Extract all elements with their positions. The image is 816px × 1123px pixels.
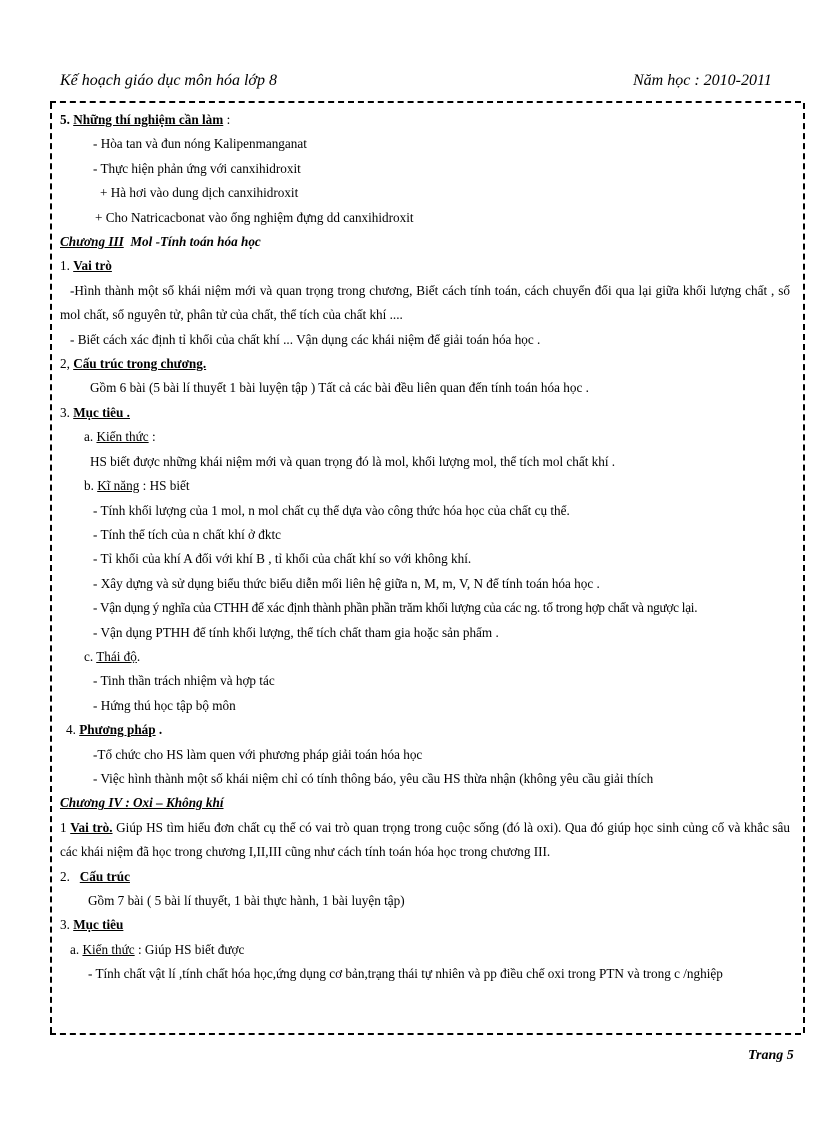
header-left: Kế hoạch giáo dục môn hóa lớp 8 — [60, 72, 277, 89]
subheading-knowledge: a. Kiến thức : — [84, 429, 156, 445]
ch3-structure-heading: 2, Cấu trúc trong chương. — [60, 356, 207, 372]
paragraph: Gồm 7 bài ( 5 bài lí thuyết, 1 bài thực hành, 1 bài luyện tập) — [88, 893, 405, 908]
chapter-3-title: Chương III — [60, 234, 124, 250]
paragraph: -Hình thành một số khái niệm mới và quan trọng trong chương, Biết cách tính toán, cách chuyển đổi qua lại giữa khối lượng chất , số mol chất, số nguyên tử, phân tử của chất, thể tích của chất khí .... — [60, 282, 790, 323]
list-item: - Vận dụng PTHH để tính khối lượng, thể tích chất tham gia hoặc sản phẩm . — [93, 624, 499, 640]
ch4-role-paragraph: 1 Vai trò. Giúp HS tìm hiểu đơn chất cụ thể có vai trò quan trọng trong cuộc sống (đó là oxi). Qua đó giúp học sinh củng cố và khắc sâu các khái niệm đã học trong chương I,II,III cũng như cách tính toán hóa học trong chương III. — [60, 819, 790, 860]
list-item: - Tính chất vật lí ,tính chất hóa học,ứng dụng cơ bản,trạng thái tự nhiên và pp điều chế oxi trong PTN và trong c /nghiệp — [88, 966, 723, 982]
chapter-4-title: Chương IV : Oxi – Không khí — [60, 795, 224, 811]
paragraph: - Biết cách xác định tỉ khối của chất khí ... Vận dụng các khái niệm để giải toán hóa học . — [70, 331, 541, 347]
list-item: + Hà hơi vào dung dịch canxihidroxit — [100, 185, 299, 201]
list-item: - Hứng thú học tập bộ môn — [93, 697, 236, 713]
subheading-knowledge: a. Kiến thức : Giúp HS biết được — [70, 941, 245, 957]
chapter-3-subtitle: Mol -Tính toán hóa học — [130, 234, 261, 250]
subheading-skills: b. Kĩ năng : HS biết — [84, 478, 190, 494]
bottom-dashed-rule — [50, 1033, 801, 1035]
header-right: Năm học : 2010-2011 — [633, 72, 772, 89]
list-item: - Việc hình thành một số khái niệm chỉ có tính thông báo, yêu cầu HS thừa nhận (không yêu cầu giải thích — [93, 770, 654, 786]
list-item: - Vận dụng ý nghĩa của CTHH để xác định thành phần phần trăm khối lượng của các ng. tố trong hợp chất và ngược lại. — [93, 600, 698, 616]
list-item: - Xây dựng và sử dụng biểu thức biểu diễn mối liên hệ giữa n, M, m, V, N để tính toán hóa học . — [93, 575, 600, 591]
paragraph: HS biết được những khái niệm mới và quan trọng đó là mol, khối lượng mol, thể tích mol chất khí . — [90, 453, 616, 469]
list-item: - Tỉ khối của khí A đối với khí B , tỉ khối của chất khí so với không khí. — [93, 551, 472, 567]
list-item: - Tính thể tích của n chất khí ở đktc — [93, 526, 282, 542]
list-item: -Tổ chức cho HS làm quen với phương pháp giải toán hóa học — [93, 746, 423, 762]
ch3-goals-heading: 3. Mục tiêu . — [60, 404, 130, 420]
paragraph: Gồm 6 bài (5 bài lí thuyết 1 bài luyện tập ) Tất cả các bài đều liên quan đến tính toán hóa học . — [90, 380, 589, 396]
chapter-3-heading — [60, 230, 790, 254]
document-body — [60, 108, 790, 987]
list-item: - Tinh thần trách nhiệm và hợp tác — [93, 673, 275, 689]
ch3-role-heading: 1. Vai trò — [60, 258, 112, 274]
ch4-structure-heading: 2. Cấu trúc — [60, 868, 130, 884]
section-5-heading: 5. Những thí nghiệm cần làm : — [60, 112, 231, 127]
list-item: + Cho Natricacbonat vào ống nghiệm đựng dd canxihidroxit — [95, 209, 414, 225]
ch4-goals-heading: 3. Mục tiêu — [60, 917, 124, 933]
chapter-4-heading — [60, 791, 790, 815]
subheading-attitude: c. Thái độ. — [84, 648, 141, 664]
page-number: Trang 5 — [748, 1048, 794, 1063]
list-item: - Thực hiện phản ứng với canxihidroxit — [93, 160, 301, 176]
ch3-method-heading: 4. Phương pháp . — [66, 722, 163, 738]
section-5-title: Những thí nghiệm cần làm — [73, 112, 224, 127]
list-item: - Hòa tan và đun nóng Kalipenmanganat — [93, 136, 307, 152]
list-item: - Tính khối lượng của 1 mol, n mol chất cụ thể dựa vào công thức hóa học của chất cụ thể. — [93, 502, 570, 518]
